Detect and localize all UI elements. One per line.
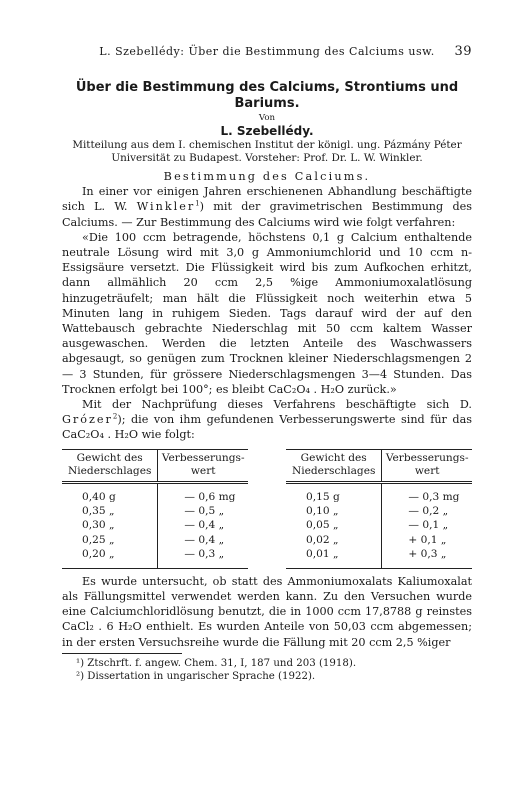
author-name: L. Szebellédy. (220, 124, 314, 138)
author-affiliation: Mitteilung aus dem I. chemischen Institut der königl. ung. Pázmány Péter Universität zu Budapest. Vorsteher: Prof. Dr. L. W. Winkler. (72, 139, 462, 164)
quoted-procedure: «Die 100 ccm betragende, höchstens 0,1 g Calcium enthaltende neutrale Lösung wird mit 3,0 g Ammoniumchlorid und 10 ccm n-Essigsäure versetzt. Die Flüssigkeit wird bis zum Aufkochen erhitzt, dann allmählich 20 ccm 2,5 %ige Ammoniumoxalatlösung hinzugeträufelt; man hält die Flüssigkeit noch weiterhin etwa 5 Minuten lang in ruhigem Sieden. Tags darauf wird der auf den Wattebausch gebrachte Niederschlag mit 50 ccm kaltem Wasser ausgewaschen. Werden die letzten Anteile des Waschwassers abgesaugt, so genügen zum Trocknen kleiner Niederschlagsmengen 2 — 3 Stunden, für grössere Niederschlagsmengen 3—4 Stunden. Das Trocknen erfolgt bei 100°; es bleibt CaC₂O₄ . H₂O zurück.» (62, 230, 472, 396)
running-head (62, 44, 472, 62)
table-cell: — 0,4 „ (184, 533, 225, 546)
paragraph-intro (62, 184, 472, 230)
paragraph-intro-start: In einer vor einigen Jahren erschienenen Abhandlung beschäftigte sich L. W. (62, 185, 472, 214)
paragraph-groezer (62, 397, 472, 443)
table-row (62, 518, 472, 532)
footnote-ref-2: 2 (112, 412, 118, 421)
table-cell: + 0,3 „ (382, 547, 472, 568)
table-header: Verbesserungs-wert (158, 449, 248, 482)
table-cell: — 0,6 mg (184, 490, 236, 503)
table-cell: — 0,3 „ (158, 547, 248, 568)
table-cell: — 0,3 mg (408, 490, 460, 503)
page-number: 39 (454, 44, 472, 59)
footnote-divider (62, 653, 182, 654)
cited-author-winkler: Winkler (136, 200, 196, 214)
paragraph-groezer-end: ); die von ihm gefundenen Verbesserungswerte sind für das CaC₂O₄ . H₂O wie folgt: (62, 413, 472, 442)
footnotes (62, 657, 472, 683)
cited-author-groezer: Grózer (62, 413, 113, 427)
table-row (62, 547, 472, 568)
section-heading: Bestimmung des Calciums. (163, 170, 371, 183)
byline-von: Von (258, 113, 276, 123)
table-cell: + 0,1 „ (408, 533, 447, 546)
table-row (62, 533, 472, 547)
table-header: Verbesserungs-wert (382, 449, 472, 482)
table-cell: 0,20 „ (62, 547, 158, 568)
table-cell: 0,30 „ (62, 518, 158, 532)
paragraph-groezer-start: Mit der Nachprüfung dieses Verfahrens beschäftigte sich D. (82, 398, 472, 412)
table-cell: 0,05 „ (286, 518, 382, 532)
table-cell: 0,10 „ (286, 504, 382, 518)
paragraph-intro-end: ) mit der gravimetrischen Bestimmung des Calciums. — Zur Bestimmung des Calciums wird wie folgt verfahren: (62, 200, 472, 229)
table-cell: 0,40 g (62, 482, 158, 504)
table-cell: — 0,5 „ (184, 505, 225, 518)
footnote-ref-1: 1 (195, 199, 200, 208)
article-title: Über die Bestimmung des Calciums, Strontiums und Bariums. (75, 80, 459, 111)
table-cell: 0,25 „ (62, 533, 158, 547)
paragraph-experiment: Es wurde untersucht, ob statt des Ammoniumoxalats Kaliumoxalat als Fällungsmittel verwendet werden kann. Zu den Versuchen wurde eine Calciumchloridlösung benutzt, die in 1000 ccm 17,8788 g reinstes CaCl₂ . 6 H₂O enthielt. Es wurden Anteile von 50,03 ccm abgemessen; in der ersten Versuchsreihe wurde die Fällung mit 20 ccm 2,5 %iger (62, 574, 472, 649)
table-cell: — 0,1 „ (408, 519, 449, 532)
table-header: Gewicht des Niederschlages (286, 449, 382, 482)
footnote-2: ²) Dissertation in ungarischer Sprache (1922). (76, 670, 316, 682)
table-cell: — 0,4 „ (184, 519, 225, 532)
table-row (62, 504, 472, 518)
running-head-text: L. Szebellédy: Über die Bestimmung des Calciums usw. (99, 45, 435, 58)
correction-table (62, 449, 472, 569)
page (62, 44, 472, 683)
table-row (62, 482, 472, 504)
table-header: Gewicht des Niederschlages (62, 449, 158, 482)
table-cell: 0,35 „ (62, 504, 158, 518)
table-cell: — 0,2 „ (408, 505, 449, 518)
table-cell: 0,02 „ (286, 533, 382, 547)
table-cell: 0,01 „ (286, 547, 382, 568)
table-cell: 0,15 g (286, 482, 382, 504)
footnote-1: ¹) Ztschrft. f. angew. Chem. 31, I, 187 und 203 (1918). (76, 657, 357, 669)
